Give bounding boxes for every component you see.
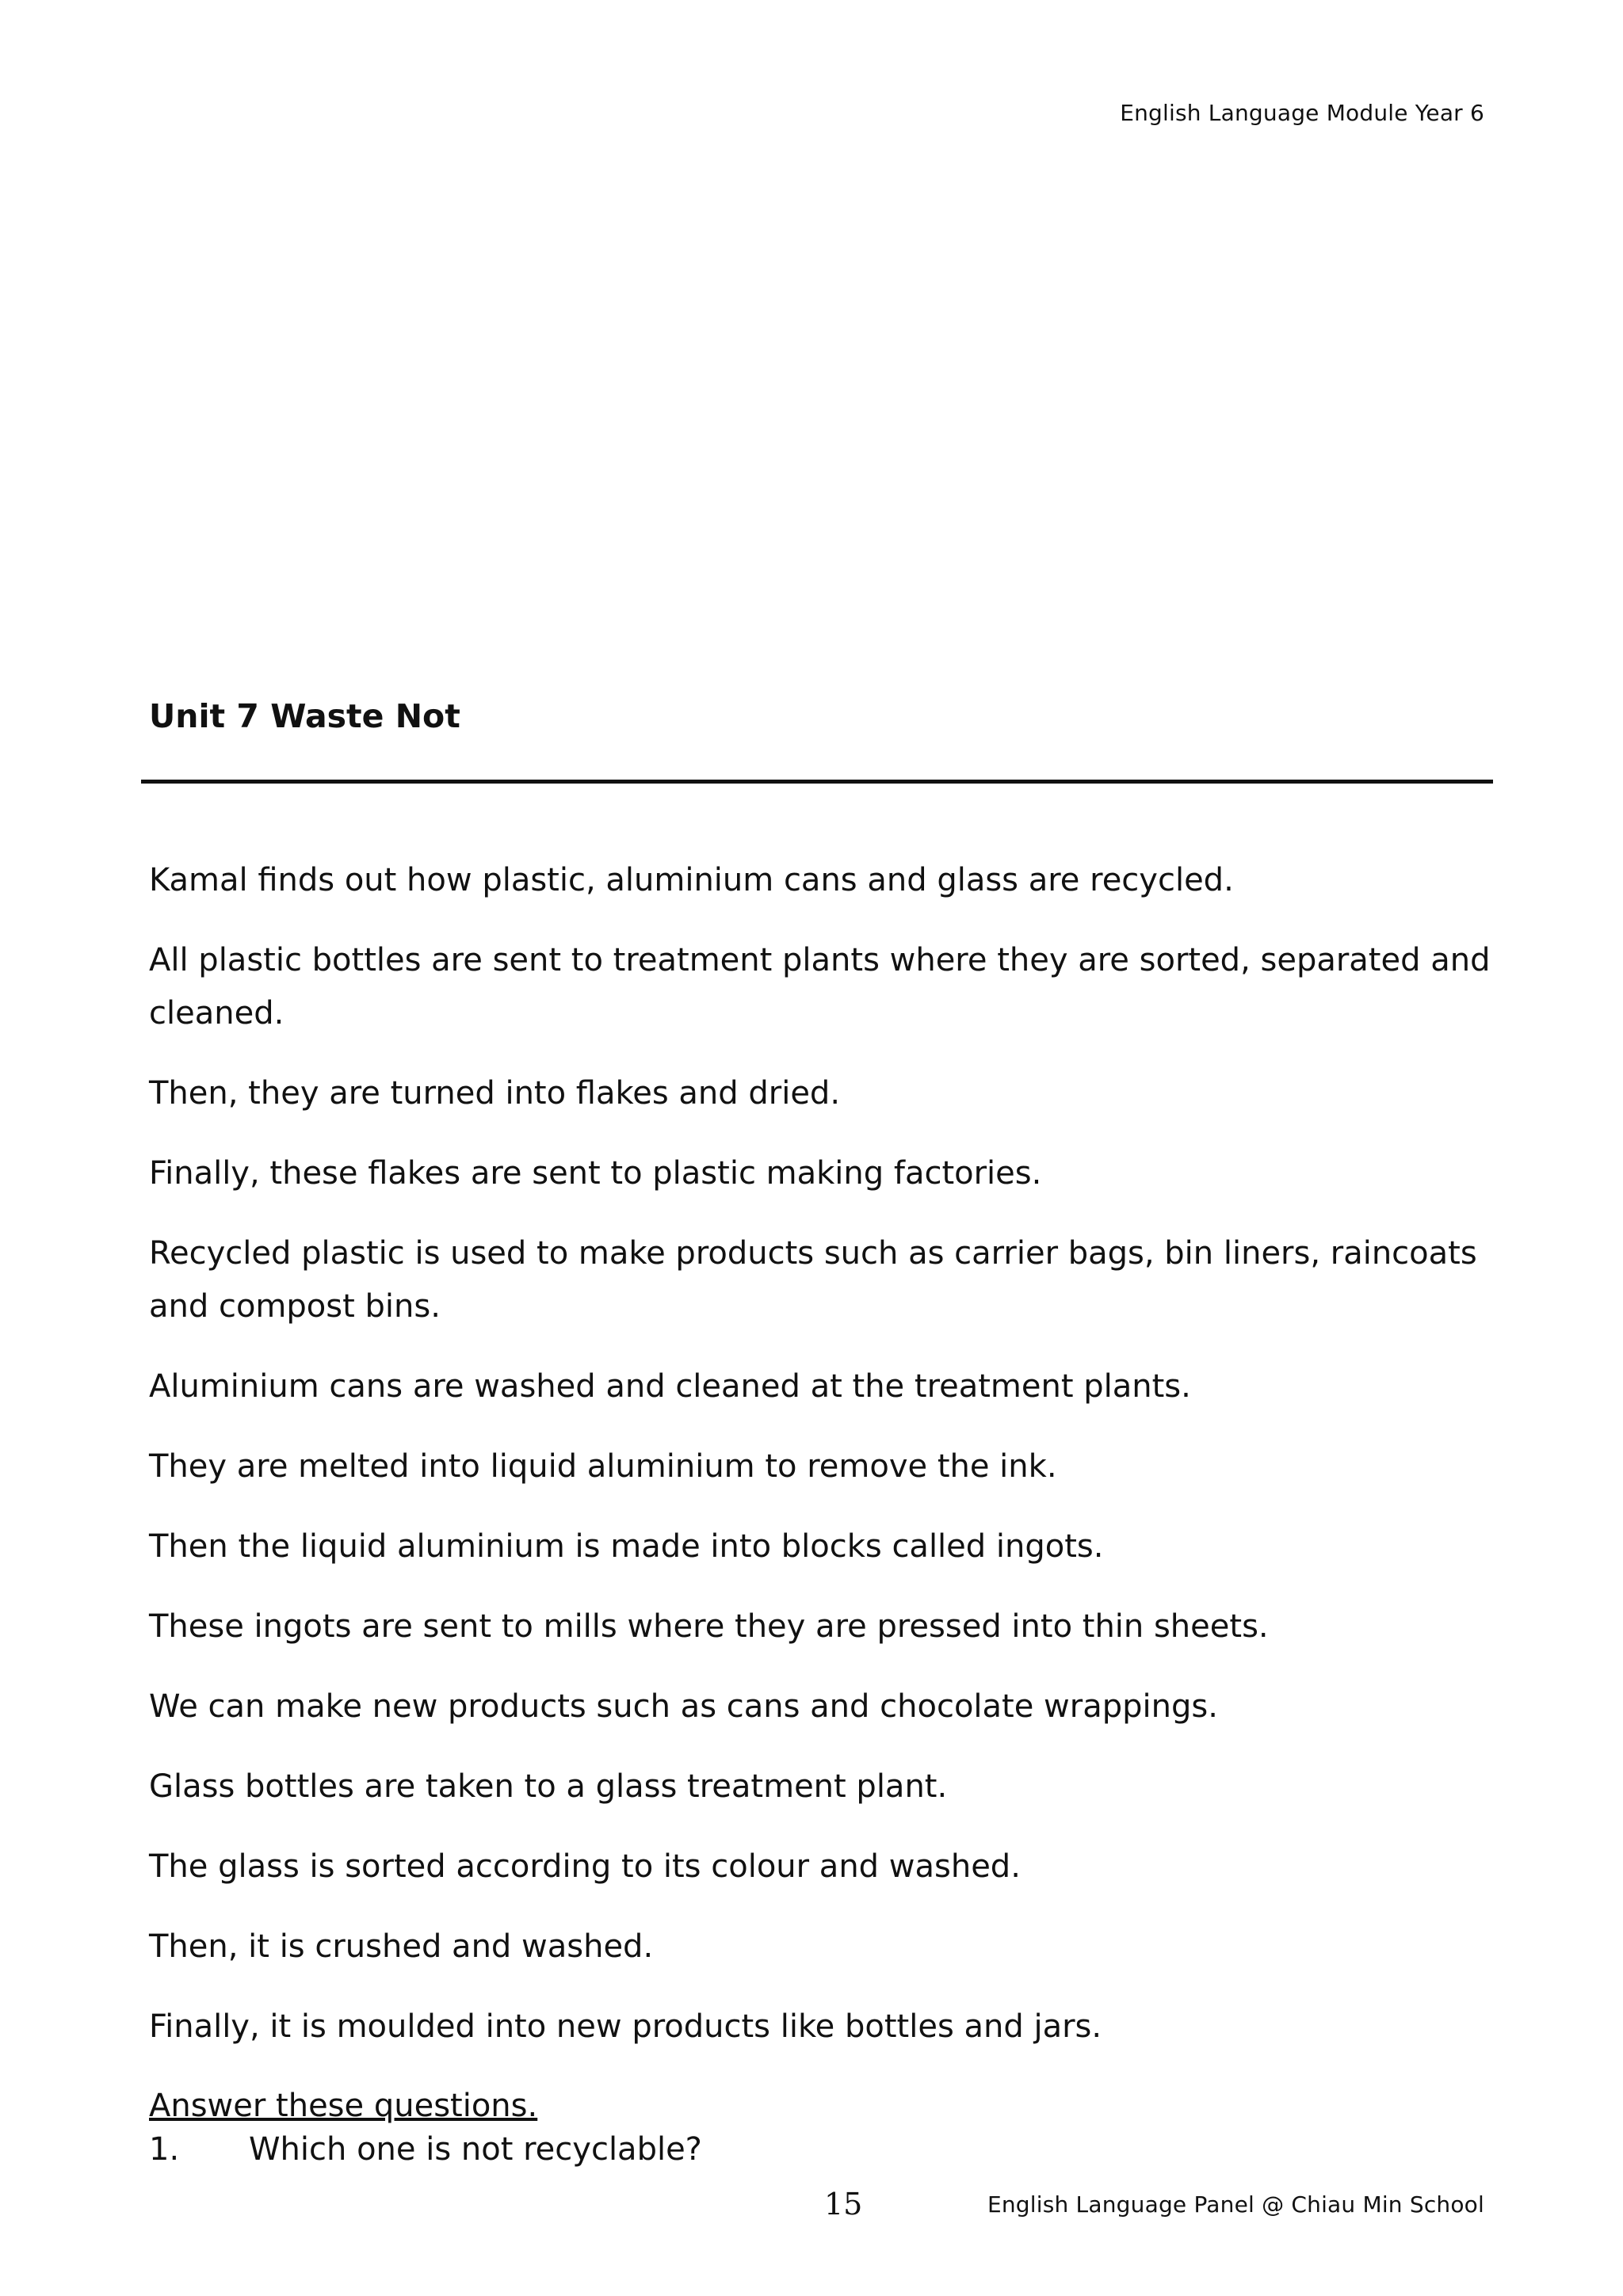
passage-paragraph: All plastic bottles are sent to treatment plants where they are sorted, separated and cleaned. [149, 942, 1491, 1032]
unit-title: Unit 7 Waste Not [149, 697, 460, 735]
passage-paragraph: Kamal finds out how plastic, aluminium cans and glass are recycled. [149, 862, 1234, 898]
reading-passage [149, 854, 1496, 2081]
question-number: 1. [149, 2131, 180, 2168]
question-text: Which one is not recyclable? [249, 2131, 702, 2168]
passage-paragraph: Recycled plastic is used to make products such as carrier bags, bin liners, raincoats and compost bins. [149, 1235, 1477, 1325]
page-number: 15 [824, 2187, 863, 2222]
module-header: English Language Module Year 6 [1120, 100, 1484, 126]
passage-paragraph: The glass is sorted according to its colour and washed. [149, 1848, 1021, 1885]
passage-paragraph: Glass bottles are taken to a glass treatment plant. [149, 1768, 948, 1805]
passage-paragraph: Finally, these flakes are sent to plastic making factories. [149, 1155, 1042, 1192]
footer-credit: English Language Panel @ Chiau Min School [987, 2191, 1484, 2218]
passage-paragraph: These ingots are sent to mills where they are pressed into thin sheets. [149, 1608, 1269, 1645]
passage-paragraph: Then, they are turned into flakes and dried. [149, 1075, 841, 1112]
passage-paragraph: Aluminium cans are washed and cleaned at the treatment plants. [149, 1368, 1191, 1405]
title-divider [141, 780, 1493, 784]
passage-paragraph: They are melted into liquid aluminium to remove the ink. [149, 1448, 1057, 1485]
passage-paragraph: Then the liquid aluminium is made into blocks called ingots. [149, 1528, 1104, 1565]
passage-paragraph: We can make new products such as cans and chocolate wrappings. [149, 1688, 1218, 1725]
passage-paragraph: Finally, it is moulded into new products like bottles and jars. [149, 2008, 1102, 2045]
question-item [149, 2131, 702, 2168]
questions-instruction: Answer these questions. [149, 2088, 538, 2124]
passage-paragraph: Then, it is crushed and washed. [149, 1928, 654, 1965]
